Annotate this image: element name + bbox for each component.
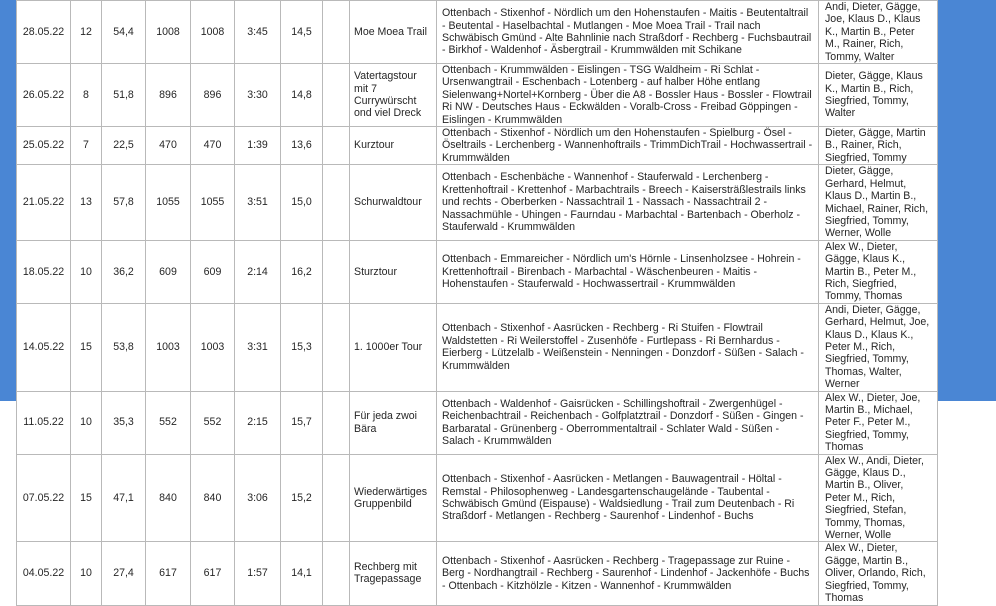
empty-cell bbox=[323, 127, 350, 165]
participants-cell: Alex W., Dieter, Joe, Martin B., Michael, Peter F., Peter M., Siegfried, Tommy, Thomas bbox=[819, 391, 938, 454]
date-cell: 04.05.22 bbox=[17, 542, 71, 605]
table-row bbox=[17, 1, 938, 64]
left-blue-strip bbox=[0, 0, 16, 401]
elevation-down-cell: 1008 bbox=[191, 1, 235, 64]
tour-title-cell: Schurwaldtour bbox=[350, 165, 437, 240]
elevation-up-cell: 617 bbox=[146, 542, 191, 605]
avg-speed-cell: 14,1 bbox=[281, 542, 323, 605]
table-row bbox=[17, 303, 938, 391]
table-row bbox=[17, 165, 938, 240]
empty-cell bbox=[323, 303, 350, 391]
elevation-down-cell: 840 bbox=[191, 454, 235, 542]
table-row bbox=[17, 542, 938, 605]
route-cell: Ottenbach - Stixenhof - Aasrücken - Rechberg - Ri Stuifen - Flowtrail Waldstetten - Ri Weilerstoffel - Zusenhöfe - Furtlepass - Ri Bernhardus - Eierberg - Lützelalb - Weißenstein - Nenningen - Donzdorf - Süßen - Salach - Krummwälden bbox=[437, 303, 819, 391]
elevation-down-cell: 609 bbox=[191, 240, 235, 303]
date-cell: 11.05.22 bbox=[17, 391, 71, 454]
avg-speed-cell: 13,6 bbox=[281, 127, 323, 165]
duration-cell: 1:57 bbox=[235, 542, 281, 605]
elevation-up-cell: 552 bbox=[146, 391, 191, 454]
duration-cell: 3:30 bbox=[235, 64, 281, 127]
table-row bbox=[17, 240, 938, 303]
riders-cell: 10 bbox=[71, 542, 102, 605]
participants-cell: Dieter, Gägge, Martin B., Rainer, Rich, Siegfried, Tommy bbox=[819, 127, 938, 165]
empty-cell bbox=[323, 240, 350, 303]
tour-title-cell: Moe Moea Trail bbox=[350, 1, 437, 64]
date-cell: 25.05.22 bbox=[17, 127, 71, 165]
riders-cell: 10 bbox=[71, 240, 102, 303]
elevation-up-cell: 1055 bbox=[146, 165, 191, 240]
date-cell: 14.05.22 bbox=[17, 303, 71, 391]
tour-title-cell: Kurztour bbox=[350, 127, 437, 165]
duration-cell: 3:06 bbox=[235, 454, 281, 542]
route-cell: Ottenbach - Eschenbäche - Wannenhof - Stauferwald - Lerchenberg - Krettenhoftrail - Krettenhof - Marbachtrails - Breech - Kaisersträßlestrails links und rechts - Oberberken - Nassachtrail 1 - Nassach - Nassachtrail 2 - Nassachmühle - Uhingen - Faurndau - Marbachtal - Bartenbach - Oberholz - Stauferwald - Krummwälden bbox=[437, 165, 819, 240]
elevation-up-cell: 896 bbox=[146, 64, 191, 127]
route-cell: Ottenbach - Stixenhof - Aasrücken - Rechberg - Tragepassage zur Ruine - Berg - Nordhangtrail - Rechberg - Saurenhof - Lindenhof - Jackenhöfe - Buchs - Ottenbach - Kitzhölzle - Kitzen - Wannenhof - Krummwälden bbox=[437, 542, 819, 605]
duration-cell: 3:31 bbox=[235, 303, 281, 391]
tour-title-cell: Wiederwärtiges Gruppenbild bbox=[350, 454, 437, 542]
tour-log-table bbox=[16, 0, 938, 606]
date-cell: 26.05.22 bbox=[17, 64, 71, 127]
table-row bbox=[17, 64, 938, 127]
distance-cell: 35,3 bbox=[102, 391, 146, 454]
tour-title-cell: Vatertagstour mit 7 Currywürscht ond viel Dreck bbox=[350, 64, 437, 127]
date-cell: 07.05.22 bbox=[17, 454, 71, 542]
duration-cell: 3:45 bbox=[235, 1, 281, 64]
elevation-up-cell: 609 bbox=[146, 240, 191, 303]
elevation-down-cell: 617 bbox=[191, 542, 235, 605]
tour-title-cell: Für jeda zwoi Bära bbox=[350, 391, 437, 454]
empty-cell bbox=[323, 454, 350, 542]
riders-cell: 13 bbox=[71, 165, 102, 240]
elevation-down-cell: 470 bbox=[191, 127, 235, 165]
participants-cell: Dieter, Gägge, Klaus K., Martin B., Rich, Siegfried, Tommy, Walter bbox=[819, 64, 938, 127]
avg-speed-cell: 16,2 bbox=[281, 240, 323, 303]
table-row bbox=[17, 127, 938, 165]
distance-cell: 54,4 bbox=[102, 1, 146, 64]
elevation-down-cell: 1003 bbox=[191, 303, 235, 391]
riders-cell: 15 bbox=[71, 454, 102, 542]
empty-cell bbox=[323, 542, 350, 605]
distance-cell: 22,5 bbox=[102, 127, 146, 165]
elevation-down-cell: 896 bbox=[191, 64, 235, 127]
participants-cell: Dieter, Gägge, Gerhard, Helmut, Klaus D., Martin B., Michael, Rainer, Rich, Siegfried, Tommy, Werner, Wolle bbox=[819, 165, 938, 240]
empty-cell bbox=[323, 64, 350, 127]
elevation-down-cell: 1055 bbox=[191, 165, 235, 240]
participants-cell: Andi, Dieter, Gägge, Gerhard, Helmut, Joe, Klaus D., Klaus K., Peter M., Rich, Siegfried, Tommy, Thomas, Walter, Werner bbox=[819, 303, 938, 391]
table-row bbox=[17, 454, 938, 542]
participants-cell: Andi, Dieter, Gägge, Joe, Klaus D., Klaus K., Martin B., Peter M., Rainer, Rich, Tommy, Walter bbox=[819, 1, 938, 64]
distance-cell: 57,8 bbox=[102, 165, 146, 240]
date-cell: 28.05.22 bbox=[17, 1, 71, 64]
distance-cell: 27,4 bbox=[102, 542, 146, 605]
elevation-down-cell: 552 bbox=[191, 391, 235, 454]
riders-cell: 10 bbox=[71, 391, 102, 454]
empty-cell bbox=[323, 1, 350, 64]
elevation-up-cell: 1008 bbox=[146, 1, 191, 64]
riders-cell: 15 bbox=[71, 303, 102, 391]
riders-cell: 7 bbox=[71, 127, 102, 165]
avg-speed-cell: 14,5 bbox=[281, 1, 323, 64]
avg-speed-cell: 14,8 bbox=[281, 64, 323, 127]
participants-cell: Alex W., Andi, Dieter, Gägge, Klaus D., Martin B., Oliver, Peter M., Rich, Siegfried, Stefan, Tommy, Thomas, Werner, Wolle bbox=[819, 454, 938, 542]
date-cell: 21.05.22 bbox=[17, 165, 71, 240]
participants-cell: Alex W., Dieter, Gägge, Martin B., Oliver, Orlando, Rich, Siegfried, Tommy, Thomas bbox=[819, 542, 938, 605]
distance-cell: 36,2 bbox=[102, 240, 146, 303]
tour-title-cell: Rechberg mit Tragepassage bbox=[350, 542, 437, 605]
route-cell: Ottenbach - Stixenhof - Nördlich um den Hohenstaufen - Spielburg - Ösel - Öseltrails - Lerchenberg - Wannenhoftrails - TrimmDichTrail - Hochwassertrail - Krummwälden bbox=[437, 127, 819, 165]
right-blue-strip bbox=[937, 0, 996, 401]
avg-speed-cell: 15,7 bbox=[281, 391, 323, 454]
date-cell: 18.05.22 bbox=[17, 240, 71, 303]
route-cell: Ottenbach - Emmareicher - Nördlich um's Hörnle - Linsenholzsee - Hohrein - Krettenhoftrail - Birenbach - Marbachtal - Wäschenbeuren - Maitis - Hohenstaufen - Stauferwald - Hochwassertrail - Krummwälden bbox=[437, 240, 819, 303]
elevation-up-cell: 840 bbox=[146, 454, 191, 542]
elevation-up-cell: 470 bbox=[146, 127, 191, 165]
riders-cell: 8 bbox=[71, 64, 102, 127]
participants-cell: Alex W., Dieter, Gägge, Klaus K., Martin B., Peter M., Rich, Siegfried, Tommy, Thomas bbox=[819, 240, 938, 303]
route-cell: Ottenbach - Stixenhof - Nördlich um den Hohenstaufen - Maitis - Beutentaltrail - Beutental - Haselbachtal - Mutlangen - Moe Moea Trail - Trail nach Schwäbisch Gmünd - Alte Bahnlinie nach Straßdorf - Rechberg - Fuchsbautrail - Birkhof - Waldenhof - Äsbergtrail - Krummwälden mit Schikane bbox=[437, 1, 819, 64]
route-cell: Ottenbach - Waldenhof - Gaisrücken - Schillingshoftrail - Zwergenhügel - Reichenbachtrail - Reichenbach - Golfplatztrail - Donzdorf - Süßen - Gingen - Barbaratal - Grünenberg - Oberrommentaltrail - Schlater Wald - Süßen - Salach - Krummwälden bbox=[437, 391, 819, 454]
empty-cell bbox=[323, 165, 350, 240]
duration-cell: 2:15 bbox=[235, 391, 281, 454]
route-cell: Ottenbach - Krummwälden - Eislingen - TSG Waldheim - Ri Schlat - Ursenwangtrail - Eschenbach - Lotenberg - auf halber Höhe entlang Sielenwang+Nortel+Kornberg - Über die A8 - Bossler Haus - Bossler - Flowtrail Ri NW - Deutsches Haus - Eckwälden - Voralb-Cross - Freibad Göppingen - Eislingen - Krummwälden bbox=[437, 64, 819, 127]
duration-cell: 1:39 bbox=[235, 127, 281, 165]
distance-cell: 53,8 bbox=[102, 303, 146, 391]
route-cell: Ottenbach - Stixenhof - Aasrücken - Metlangen - Bauwagentrail - Höltal - Remstal - Philosophenweg - Landesgartenschaugelände - Taubental - Schwäbisch Gmünd (Eispause) - Waldsiedlung - Trail zum Deutenbach - Ri Straßdorf - Metlangen - Rechberg - Saurenhof - Lindenhof - Buchs bbox=[437, 454, 819, 542]
riders-cell: 12 bbox=[71, 1, 102, 64]
distance-cell: 51,8 bbox=[102, 64, 146, 127]
tour-title-cell: 1. 1000er Tour bbox=[350, 303, 437, 391]
duration-cell: 3:51 bbox=[235, 165, 281, 240]
avg-speed-cell: 15,2 bbox=[281, 454, 323, 542]
elevation-up-cell: 1003 bbox=[146, 303, 191, 391]
tour-title-cell: Sturztour bbox=[350, 240, 437, 303]
duration-cell: 2:14 bbox=[235, 240, 281, 303]
avg-speed-cell: 15,3 bbox=[281, 303, 323, 391]
avg-speed-cell: 15,0 bbox=[281, 165, 323, 240]
distance-cell: 47,1 bbox=[102, 454, 146, 542]
